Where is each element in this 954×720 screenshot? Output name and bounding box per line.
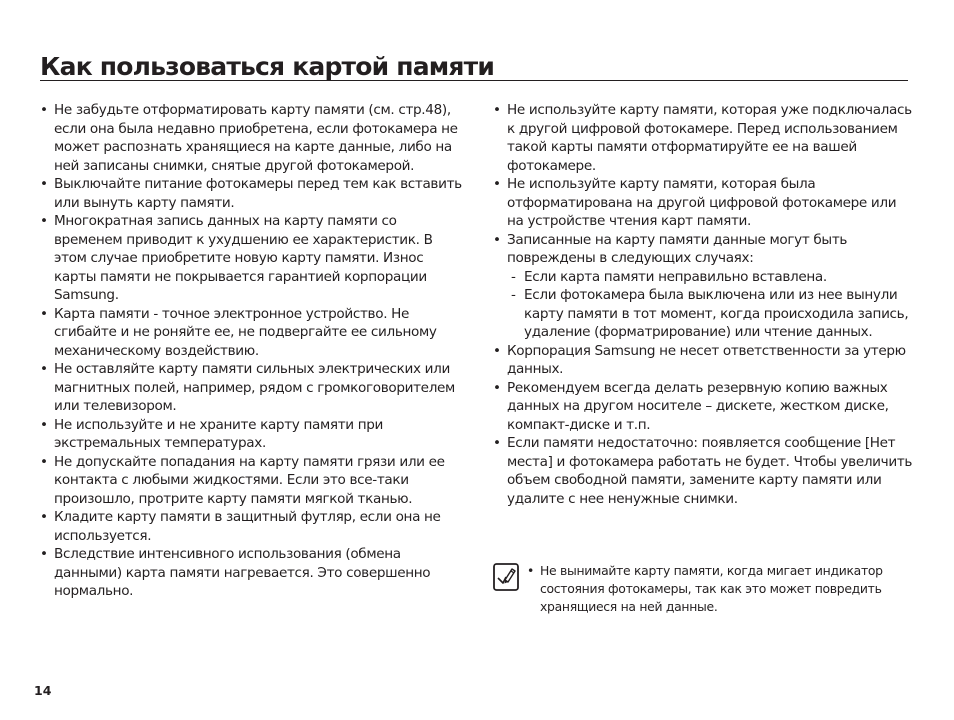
list-item: • Не забудьте отформатировать карту памяти (см. стр.48), если она была недавно приобретена, если фотокамера не может распознать хранящиеся на карте данные, либо на ней записаны снимки, снятые другой фотокамерой. xyxy=(40,101,464,175)
list-item: • Кладите карту памяти в защитный футляр, если она не используется. xyxy=(40,508,464,545)
right-column-list xyxy=(493,101,913,508)
list-item: • Не оставляйте карту памяти сильных электрических или магнитных полей, например, рядом с громкоговорителем или телевизором. xyxy=(40,360,464,416)
list-item: • Рекомендуем всегда делать резервную копию важных данных на другом носителе – дискете, жестком диске, компакт-диске и т.п. xyxy=(493,379,913,435)
note-text: • Не вынимайте карту памяти, когда мигает индикатор состояния фотокамеры, так как это может повредить хранящиеся на ней данные. xyxy=(527,562,912,616)
page-title: Как пользоваться картой памяти xyxy=(40,52,495,81)
list-item: • Если памяти недостаточно: появляется сообщение [Нет места] и фотокамера работать не будет. Чтобы увеличить объем свободной памяти, замените карту памяти или удалите с нее ненужные снимки. xyxy=(493,434,913,508)
list-item: • Не используйте карту памяти, которая уже подключалась к другой цифровой фотокамере. Перед использованием такой карты памяти отформатируйте ее на вашей фотокамере. xyxy=(493,101,913,175)
title-underline xyxy=(40,80,908,81)
damage-cases-sublist xyxy=(507,268,913,342)
list-item: • Не используйте и не храните карту памяти при экстремальных температурах. xyxy=(40,416,464,453)
page-number: 14 xyxy=(34,683,52,698)
list-item: • Карта памяти - точное электронное устройство. Не сгибайте и не роняйте ее, не подвергайте ее сильному механическому воздействию. xyxy=(40,305,464,361)
list-item-damage-cases xyxy=(493,231,913,342)
list-item: • Многократная запись данных на карту памяти со временем приводит к ухудшению ее характеристик. В этом случае приобретите новую карту памяти. Износ карты памяти не покрывается гарантией корпорации Samsung. xyxy=(40,212,464,305)
left-column-list xyxy=(40,101,464,601)
list-item: • Вследствие интенсивного использования (обмена данными) карта памяти нагревается. Это совершенно нормально. xyxy=(40,545,464,601)
note-box xyxy=(527,562,912,616)
sublist-item: - Если карта памяти неправильно вставлена. xyxy=(509,268,913,287)
list-item: • Корпорация Samsung не несет ответственности за утерю данных. xyxy=(493,342,913,379)
note-pencil-icon xyxy=(493,563,519,591)
list-item: • Не используйте карту памяти, которая была отформатирована на другой цифровой фотокамере или на устройстве чтения карт памяти. xyxy=(493,175,913,231)
list-item-text: Записанные на карту памяти данные могут быть повреждены в следующих случаях: xyxy=(507,231,848,266)
list-item: • Выключайте питание фотокамеры перед тем как вставить или вынуть карту памяти. xyxy=(40,175,464,212)
list-item: • Не допускайте попадания на карту памяти грязи или ее контакта с любыми жидкостями. Если это все-таки произошло, протрите карту памяти мягкой тканью. xyxy=(40,453,464,509)
sublist-item: - Если фотокамера была выключена или из нее вынули карту памяти в тот момент, когда происходила запись, удаление (форматрирование) или чтение данных. xyxy=(509,286,913,342)
